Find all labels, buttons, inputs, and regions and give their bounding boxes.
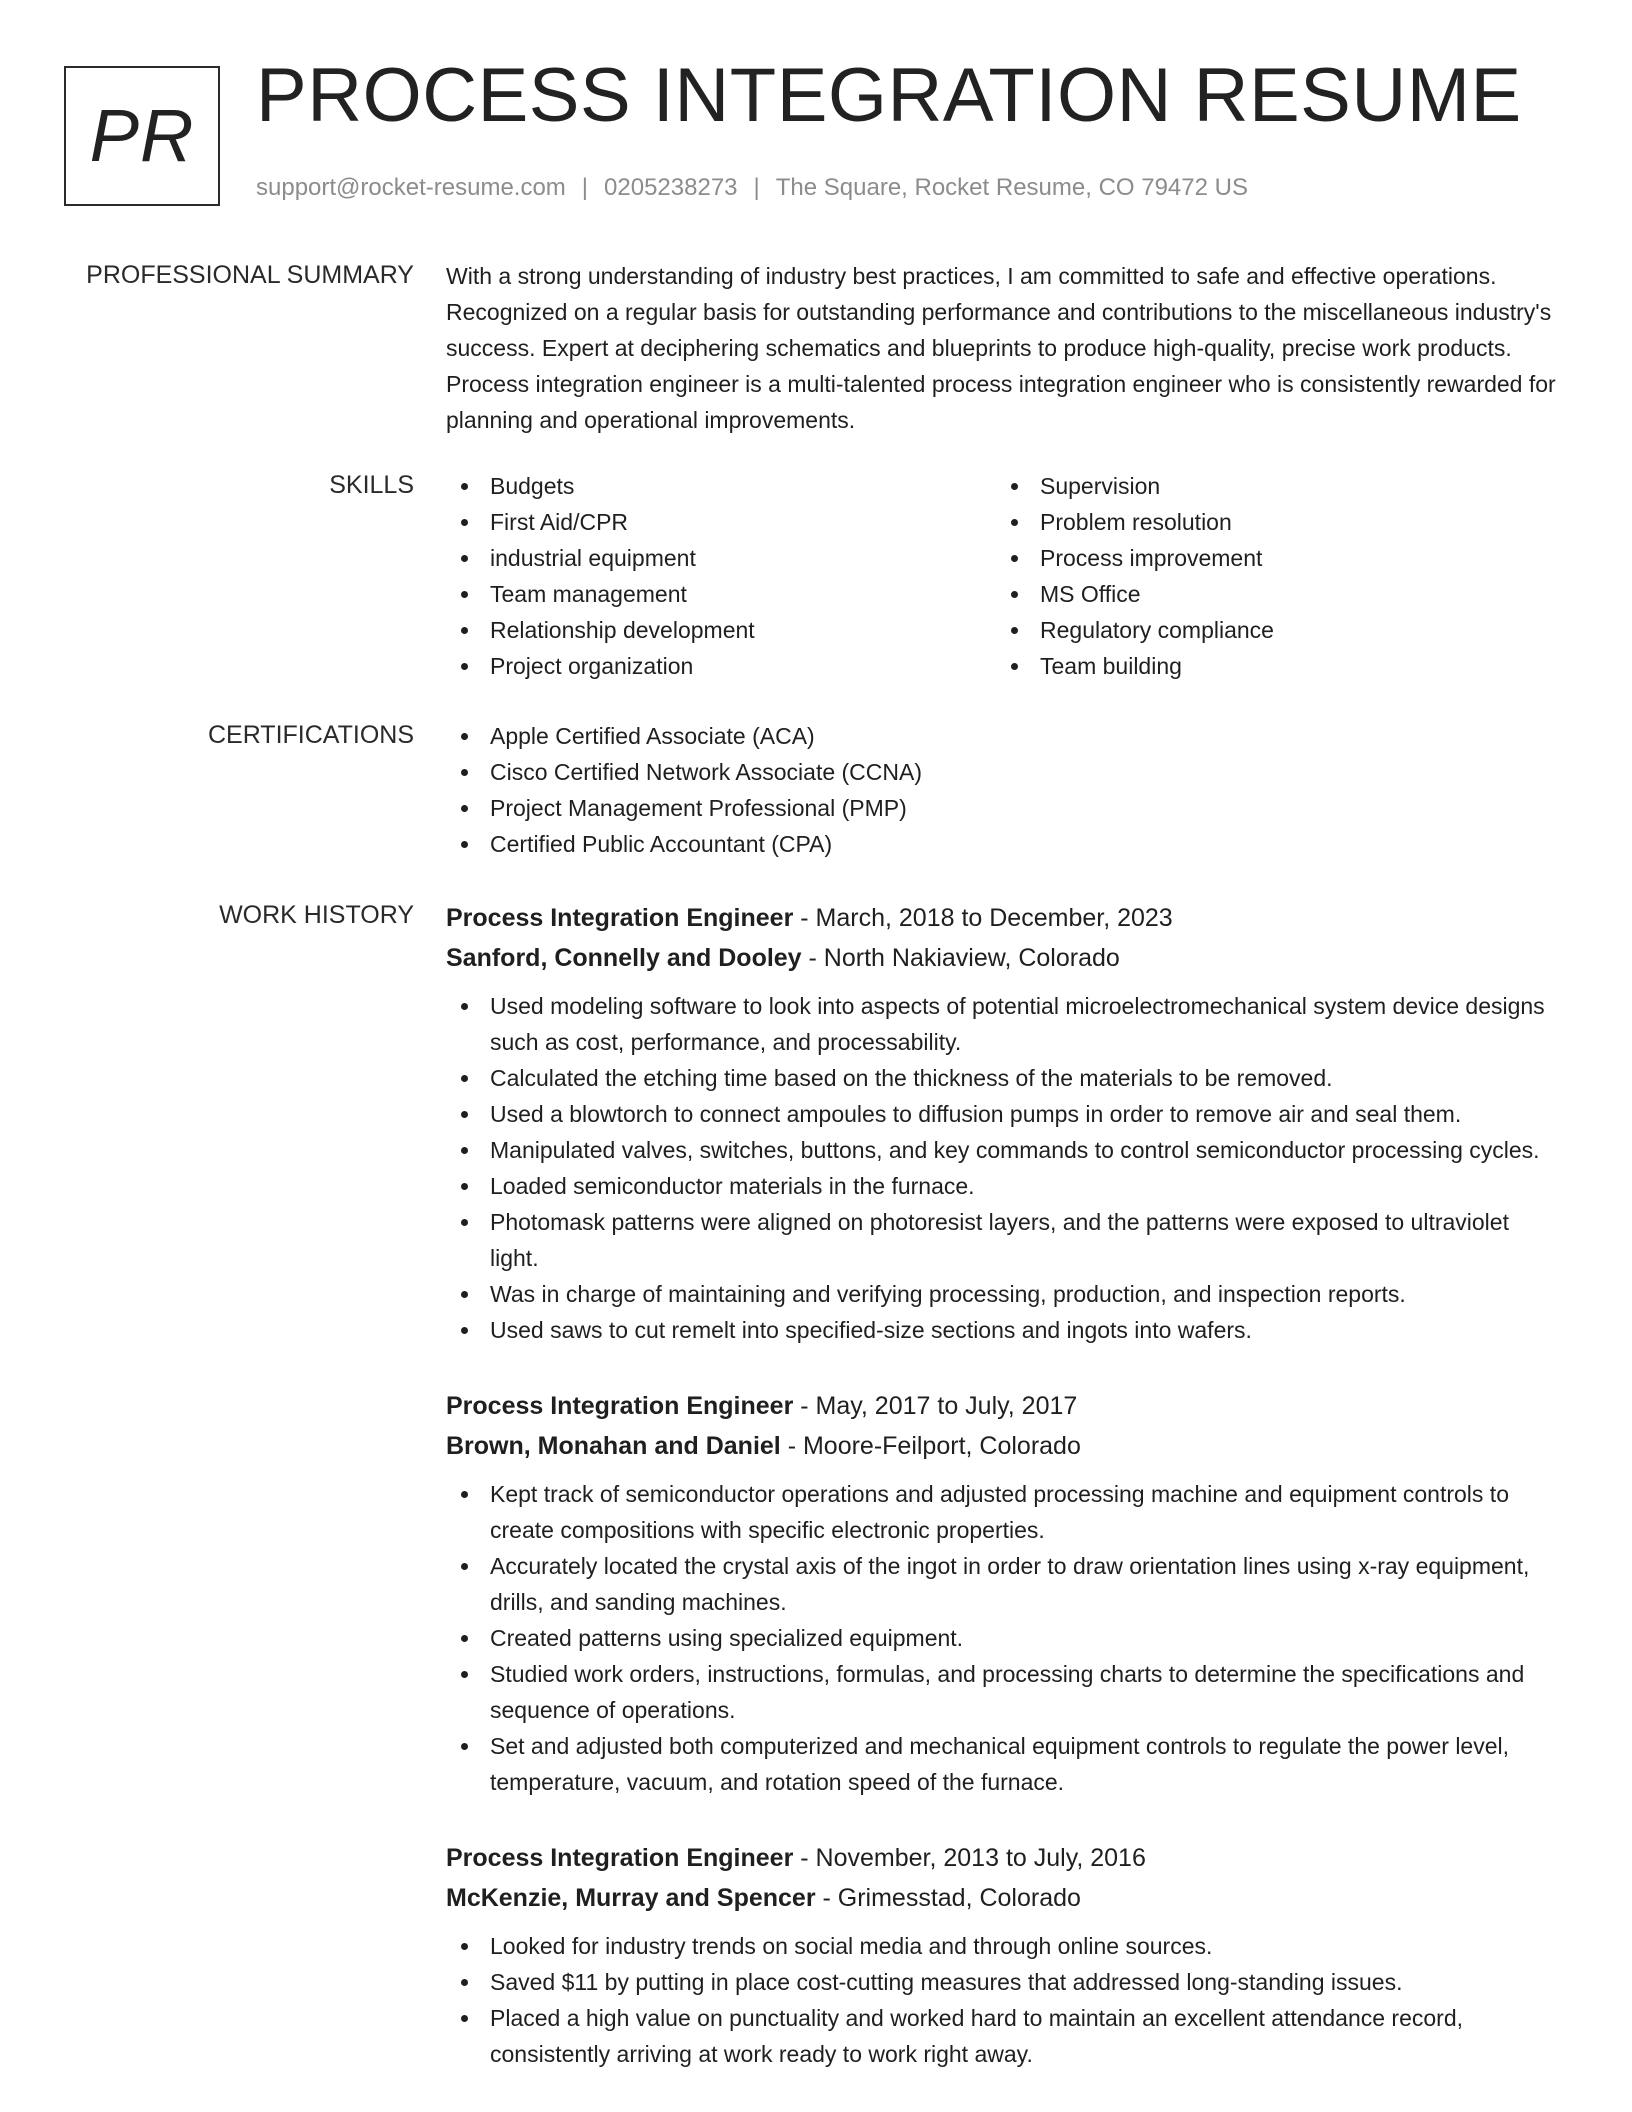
skill-item: Project organization [446,648,996,684]
certifications-body [446,718,1556,862]
job-bullet: Kept track of semiconductor operations and adjusted processing machine and equipment controls to create compositions with specific electronic properties. [446,1476,1556,1548]
job-bullet-list [446,1476,1556,1800]
job-bullet: Created patterns using specialized equipment. [446,1620,1556,1656]
job-dates: - November, 2013 to July, 2016 [793,1844,1146,1872]
skill-item: Team management [446,576,996,612]
job-entry [446,898,1556,1348]
job-company-line [446,938,1556,978]
summary-text: With a strong understanding of industry best practices, I am committed to safe and effective operations. Recognized on a regular basis for outstanding performance and contributions to the miscellaneous industry's success. Expert at deciphering schematics and blueprints to produce high-quality, precise work products. Process integration engineer is a multi-talented process integration engineer who is consistently rewarded for planning and operational improvements. [446,263,1556,433]
section-label-summary: PROFESSIONAL SUMMARY [86,261,414,289]
contact-address: The Square, Rocket Resume, CO 79472 US [775,174,1248,201]
job-location: - North Nakiaview, Colorado [801,944,1120,972]
job-bullet: Used a blowtorch to connect ampoules to diffusion pumps in order to remove air and seal them. [446,1096,1556,1132]
certification-item: Cisco Certified Network Associate (CCNA) [446,754,1556,790]
job-bullet: Photomask patterns were aligned on photoresist layers, and the patterns were exposed to ultraviolet light. [446,1204,1556,1276]
section-label-skills: SKILLS [329,471,414,499]
job-bullet: Loaded semiconductor materials in the furnace. [446,1168,1556,1204]
skill-item: Problem resolution [996,504,1546,540]
job-title-line [446,898,1556,938]
job-bullet: Looked for industry trends on social media and through online sources. [446,1928,1556,1964]
job-bullet: Saved $11 by putting in place cost-cutting measures that addressed long-standing issues. [446,1964,1556,2000]
job-company: Sanford, Connelly and Dooley [446,944,802,972]
job-title: Process Integration Engineer [446,1844,794,1872]
job-bullet-list [446,1928,1556,2072]
skill-item: Regulatory compliance [996,612,1546,648]
skill-item: Process improvement [996,540,1546,576]
work-history-body [446,898,1556,2072]
job-bullet: Studied work orders, instructions, formulas, and processing charts to determine the specifications and sequence of operations. [446,1656,1556,1728]
job-bullet-list [446,988,1556,1348]
section-label-work-history: WORK HISTORY [219,901,414,929]
job-bullet: Manipulated valves, switches, buttons, and key commands to control semiconductor processing cycles. [446,1132,1556,1168]
job-location: - Grimesstad, Colorado [815,1884,1081,1912]
job-bullet: Placed a high value on punctuality and worked hard to maintain an excellent attendance record, consistently arriving at work ready to work right away. [446,2000,1556,2072]
skill-item: First Aid/CPR [446,504,996,540]
job-company: McKenzie, Murray and Spencer [446,1884,816,1912]
job-location: - Moore-Feilport, Colorado [780,1432,1081,1460]
job-entry [446,1386,1556,1800]
summary-body [446,258,1556,438]
skills-list-right [996,468,1546,684]
section-label-certifications: CERTIFICATIONS [207,721,414,749]
contact-separator: | [581,174,589,201]
job-title: Process Integration Engineer [446,904,794,932]
skill-item: Relationship development [446,612,996,648]
job-bullet: Accurately located the crystal axis of the ingot in order to draw orientation lines using x-ray equipment, drills, and sanding machines. [446,1548,1556,1620]
skills-body [446,468,1556,684]
skill-item: Team building [996,648,1546,684]
monogram-box [64,66,220,206]
certifications-list [446,718,1556,862]
job-bullet: Was in charge of maintaining and verifying processing, production, and inspection reports. [446,1276,1556,1312]
job-bullet: Used saws to cut remelt into specified-size sections and ingots into wafers. [446,1312,1556,1348]
job-title-line [446,1386,1556,1426]
resume-title: PROCESS INTEGRATION RESUME [256,53,1522,138]
certification-item: Apple Certified Associate (ACA) [446,718,1556,754]
job-bullet: Used modeling software to look into aspects of potential microelectromechanical system device designs such as cost, performance, and processability. [446,988,1556,1060]
skill-item: Budgets [446,468,996,504]
job-bullet: Set and adjusted both computerized and mechanical equipment controls to regulate the power level, temperature, vacuum, and rotation speed of the furnace. [446,1728,1556,1800]
skills-columns [446,468,1556,684]
contact-phone[interactable]: 0205238273 [604,174,738,201]
monogram-initials: PR [89,94,195,177]
skill-item: Supervision [996,468,1546,504]
job-dates: - March, 2018 to December, 2023 [793,904,1173,932]
contact-separator: | [753,174,760,201]
contact-line [256,176,1248,200]
job-dates: - May, 2017 to July, 2017 [793,1392,1078,1420]
skill-item: industrial equipment [446,540,996,576]
certification-item: Project Management Professional (PMP) [446,790,1556,826]
skill-item: MS Office [996,576,1546,612]
job-title: Process Integration Engineer [446,1392,794,1420]
job-company: Brown, Monahan and Daniel [446,1432,781,1460]
job-bullet: Calculated the etching time based on the thickness of the materials to be removed. [446,1060,1556,1096]
certification-item: Certified Public Accountant (CPA) [446,826,1556,862]
contact-email[interactable]: support@rocket-resume.com [256,174,566,201]
job-entry [446,1838,1556,2072]
job-company-line [446,1426,1556,1466]
job-title-line [446,1838,1556,1878]
job-company-line [446,1878,1556,1918]
skills-list-left [446,468,996,684]
